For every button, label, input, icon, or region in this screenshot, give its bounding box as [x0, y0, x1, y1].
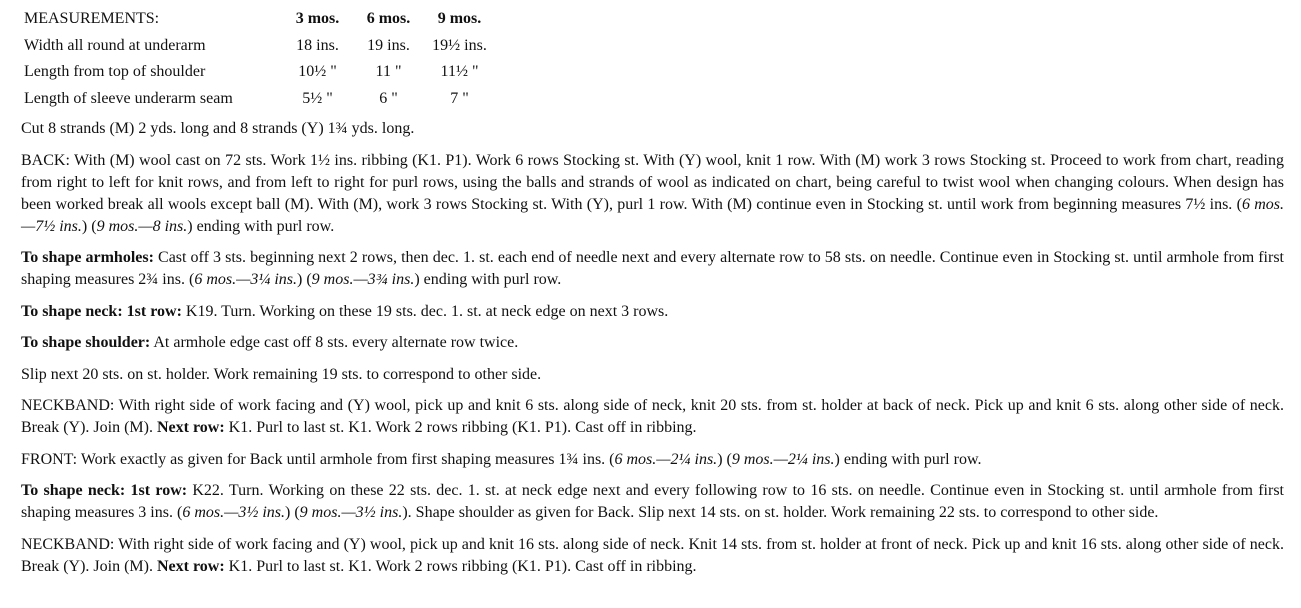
back-neckband-end: K1. Purl to last st. K1. Work 2 rows ribbing (K1. P1). Cast off in ribbing.	[224, 419, 697, 436]
armholes-6mos-note: 6 mos.—3¼ ins.	[194, 271, 297, 288]
table-row	[21, 86, 495, 113]
cell-3-mos: 10½ "	[298, 63, 337, 81]
row-label: Length from top of shoulder	[24, 63, 206, 81]
back-paragraph	[21, 150, 1284, 238]
cell-9-mos: 19½ ins.	[432, 36, 487, 54]
back-neckband-next-row: Next row:	[156, 419, 225, 436]
armholes-heading: To shape armholes:	[21, 249, 154, 266]
front-neck-sep: ) (	[285, 504, 300, 521]
table-row	[21, 59, 495, 86]
front-neck-paragraph	[21, 480, 1284, 524]
back-9mos-note: 9 mos.—8 ins.	[96, 217, 188, 235]
armholes-9mos-note: 9 mos.—3¾ ins.	[311, 271, 415, 288]
measurements-header-row	[21, 6, 495, 33]
size-3-mos-header: 3 mos.	[295, 10, 340, 28]
back-6mos-note: 6 mos.—7½ ins.	[21, 195, 1285, 235]
back-end: ) ending with purl row.	[187, 217, 335, 235]
armholes-end: ) ending with purl row.	[414, 271, 562, 288]
cell-6-mos: 6 "	[379, 89, 398, 107]
back-neckband-paragraph	[21, 395, 1284, 439]
cell-3-mos: 5½ "	[302, 89, 333, 107]
shoulder-heading: To shape shoulder:	[21, 334, 151, 351]
back-sep: ) (	[81, 217, 97, 235]
front-6mos-note: 6 mos.—2¼ ins.	[614, 450, 718, 468]
front-neck-heading: To shape neck: 1st row:	[21, 482, 188, 499]
armholes-sep: ) (	[297, 271, 312, 288]
cell-6-mos: 11 "	[375, 63, 402, 81]
slip-paragraph: Slip next 20 sts. on st. holder. Work remaining 19 sts. to correspond to other side.	[21, 365, 542, 383]
front-paragraph	[21, 449, 1284, 471]
shoulder-text: At armhole edge cast off 8 sts. every alternate row twice.	[150, 334, 519, 351]
shoulder-paragraph	[21, 332, 1284, 354]
measurements-heading: MEASUREMENTS:	[24, 10, 160, 28]
row-label: Width all round at underarm	[24, 36, 206, 54]
armholes-paragraph	[21, 247, 1284, 291]
table-row	[21, 33, 495, 60]
back-text: BACK: With (M) wool cast on 72 sts. Work 1½ ins. ribbing (K1. P1). Work 6 rows Stocking st. With (Y) wool, knit 1 row. With (M) work 3 rows Stocking st. Proceed to work from chart, reading from right to left for knit rows, and from left to right for purl rows, using the balls and strands of wool as indicated on chart, being careful to twist wool when changing colours. When design has been worked break all wools except ball (M). With (M), work 3 rows Stocking st. With (Y), purl 1 row. With (M) continue even in Stocking st. until work from beginning measures 7½ ins. (	[21, 151, 1284, 213]
armholes-text: Cast off 3 sts. beginning next 2 rows, then dec. 1. st. each end of needle next and every alternate row to 58 sts. on needle. Continue even in Stocking st. until armhole from first shaping measures 2¾ ins. (	[21, 249, 1284, 288]
front-neckband-end: K1. Purl to last st. K1. Work 2 rows ribbing (K1. P1). Cast off in ribbing.	[224, 557, 697, 575]
front-sep: ) (	[717, 450, 732, 468]
front-neckband-text: NECKBAND: With right side of work facing and (Y) wool, pick up and knit 16 sts. along side of neck. Knit 14 sts. from st. holder at front of neck. Pick up and knit 16 sts. along other side of neck. Break (Y). Join (M).	[21, 535, 1284, 575]
front-text: FRONT: Work exactly as given for Back until armhole from first shaping measures 1¾ ins. (	[21, 450, 615, 468]
measurements-table	[21, 6, 495, 112]
front-neck-end: ). Shape shoulder as given for Back. Slip next 14 sts. on st. holder. Work remaining 22 sts. to correspond to other side.	[402, 504, 1159, 521]
front-neck-9mos-note: 9 mos.—3½ ins.	[299, 504, 403, 521]
back-neck-paragraph	[21, 301, 1284, 323]
front-9mos-note: 9 mos.—2¼ ins.	[731, 450, 835, 468]
row-label: Length of sleeve underarm seam	[24, 89, 233, 107]
size-6-mos-header: 6 mos.	[366, 10, 411, 28]
back-neck-text: K19. Turn. Working on these 19 sts. dec. 1. st. at neck edge on next 3 rows.	[181, 302, 669, 320]
size-9-mos-header: 9 mos.	[437, 10, 482, 28]
cell-9-mos: 7 "	[450, 89, 469, 107]
front-neckband-next-row: Next row:	[156, 557, 225, 575]
back-neck-heading: To shape neck: 1st row:	[21, 302, 182, 320]
cut-strands-paragraph: Cut 8 strands (M) 2 yds. long and 8 strands (Y) 1¾ yds. long.	[21, 120, 415, 137]
back-neckband-text: NECKBAND: With right side of work facing and (Y) wool, pick up and knit 6 sts. along side of neck, knit 20 sts. from st. holder at back of neck. Pick up and knit 6 sts. along other side of neck. Break (Y). Join (M).	[21, 397, 1284, 436]
cell-9-mos: 11½ "	[440, 63, 479, 81]
cell-3-mos: 18 ins.	[296, 36, 339, 54]
front-neck-6mos-note: 6 mos.—3½ ins.	[182, 504, 285, 521]
front-neckband-paragraph	[21, 534, 1284, 578]
front-neck-text: K22. Turn. Working on these 22 sts. dec. 1. st. at neck edge next and every following row to 16 sts. on needle. Continue even in Stocking st. until armhole from first shaping measures 3 ins. (	[21, 482, 1285, 521]
front-end: ) ending with purl row.	[834, 450, 982, 468]
cell-6-mos: 19 ins.	[367, 36, 410, 54]
